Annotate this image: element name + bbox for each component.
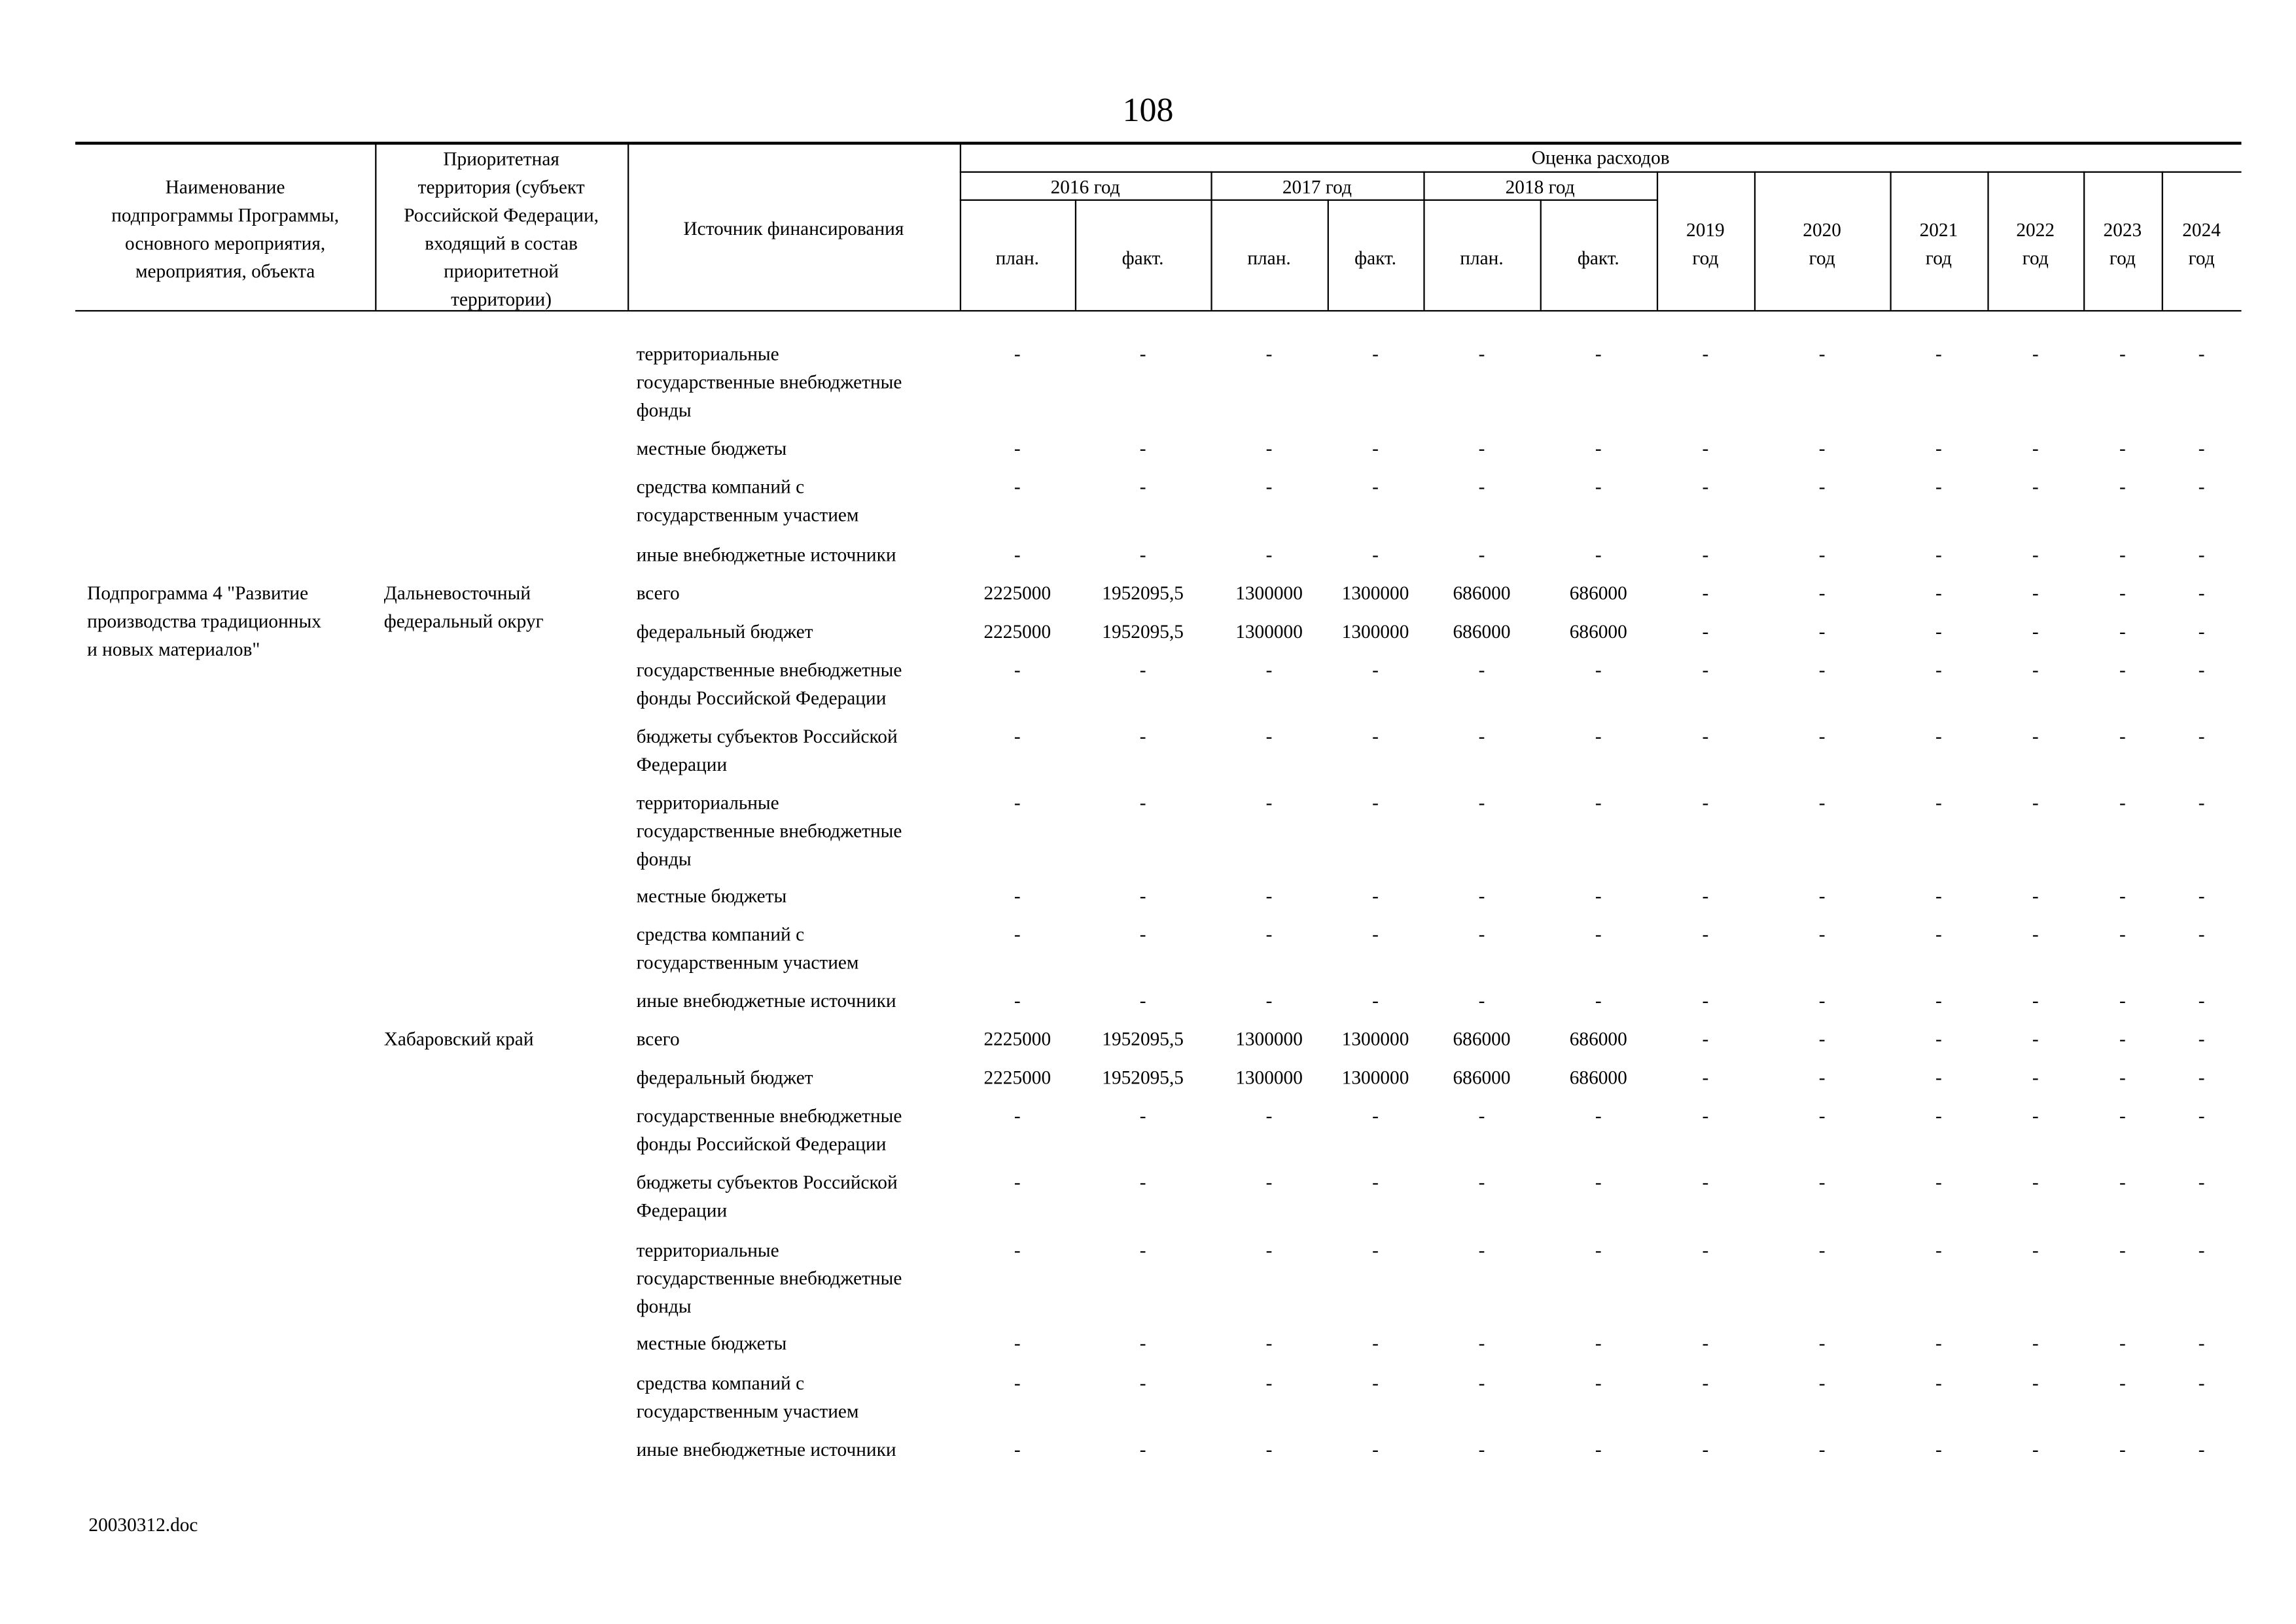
empty-value: - bbox=[1935, 1239, 1942, 1262]
header-year: 2023 год bbox=[2103, 218, 2142, 269]
empty-value: - bbox=[1139, 436, 1146, 459]
empty-value: - bbox=[1265, 1438, 1273, 1460]
territory-name: Хабаровский край bbox=[383, 1027, 534, 1050]
empty-value: - bbox=[2119, 436, 2126, 459]
empty-value: - bbox=[2198, 543, 2205, 566]
empty-value: - bbox=[1818, 620, 1826, 643]
empty-value: - bbox=[1478, 543, 1485, 566]
empty-value: - bbox=[1139, 475, 1146, 498]
header-year: 2020 год bbox=[1803, 218, 1841, 269]
funding-source: бюджеты субъектов Российской Федерации bbox=[636, 724, 898, 775]
empty-value: - bbox=[2032, 342, 2039, 365]
empty-value: - bbox=[2198, 1438, 2205, 1460]
empty-value: - bbox=[2198, 923, 2205, 945]
empty-value: - bbox=[1478, 1438, 1485, 1460]
empty-value: - bbox=[1265, 923, 1273, 945]
empty-value: - bbox=[1702, 475, 1709, 498]
empty-value: - bbox=[1702, 1371, 1709, 1394]
empty-value: - bbox=[1935, 884, 1942, 907]
empty-value: - bbox=[1595, 884, 1602, 907]
funding-source: местные бюджеты bbox=[636, 1332, 787, 1354]
empty-value: - bbox=[2119, 1332, 2126, 1354]
amount-value: 1300000 bbox=[1235, 1027, 1303, 1050]
empty-value: - bbox=[2198, 791, 2205, 814]
empty-value: - bbox=[1265, 543, 1273, 566]
empty-value: - bbox=[1818, 1066, 1826, 1089]
empty-value: - bbox=[1595, 989, 1602, 1012]
empty-value: - bbox=[2119, 724, 2126, 747]
header-fact: факт. bbox=[1577, 246, 1619, 269]
empty-value: - bbox=[1818, 582, 1826, 604]
empty-value: - bbox=[2032, 1438, 2039, 1460]
header-estimate: Оценка расходов bbox=[1531, 146, 1670, 169]
funding-source: местные бюджеты bbox=[636, 436, 787, 459]
funding-source: федеральный бюджет bbox=[636, 620, 813, 643]
empty-value: - bbox=[2119, 923, 2126, 945]
empty-value: - bbox=[1818, 658, 1826, 681]
empty-value: - bbox=[2119, 1438, 2126, 1460]
empty-value: - bbox=[1818, 1027, 1826, 1050]
empty-value: - bbox=[1265, 1104, 1273, 1127]
empty-value: - bbox=[2198, 1171, 2205, 1193]
empty-value: - bbox=[2032, 989, 2039, 1012]
empty-value: - bbox=[1372, 791, 1379, 814]
empty-value: - bbox=[1139, 724, 1146, 747]
empty-value: - bbox=[1014, 1332, 1021, 1354]
empty-value: - bbox=[2119, 475, 2126, 498]
empty-value: - bbox=[2119, 1171, 2126, 1193]
empty-value: - bbox=[1372, 884, 1379, 907]
empty-value: - bbox=[1702, 989, 1709, 1012]
funding-source: средства компаний с государственным участием bbox=[636, 1371, 859, 1422]
empty-value: - bbox=[1139, 342, 1146, 365]
amount-value: 1300000 bbox=[1235, 1066, 1303, 1089]
empty-value: - bbox=[1478, 1371, 1485, 1394]
empty-value: - bbox=[2119, 1371, 2126, 1394]
empty-value: - bbox=[1478, 884, 1485, 907]
amount-value: 686000 bbox=[1569, 1027, 1627, 1050]
empty-value: - bbox=[1014, 1239, 1021, 1262]
empty-value: - bbox=[1265, 724, 1273, 747]
amount-value: 1952095,5 bbox=[1102, 620, 1184, 643]
empty-value: - bbox=[1702, 1332, 1709, 1354]
empty-value: - bbox=[1595, 724, 1602, 747]
empty-value: - bbox=[1702, 884, 1709, 907]
empty-value: - bbox=[1935, 1438, 1942, 1460]
empty-value: - bbox=[2198, 620, 2205, 643]
empty-value: - bbox=[2032, 1104, 2039, 1127]
empty-value: - bbox=[1702, 791, 1709, 814]
empty-value: - bbox=[1372, 1332, 1379, 1354]
empty-value: - bbox=[1372, 1239, 1379, 1262]
empty-value: - bbox=[1818, 1438, 1826, 1460]
empty-value: - bbox=[2032, 1239, 2039, 1262]
empty-value: - bbox=[2032, 1027, 2039, 1050]
empty-value: - bbox=[1478, 1171, 1485, 1193]
empty-value: - bbox=[1372, 475, 1379, 498]
empty-value: - bbox=[1014, 791, 1021, 814]
empty-value: - bbox=[1265, 436, 1273, 459]
header-year: 2016 год bbox=[1050, 175, 1120, 198]
empty-value: - bbox=[1702, 923, 1709, 945]
empty-value: - bbox=[1818, 1104, 1826, 1127]
empty-value: - bbox=[1818, 791, 1826, 814]
empty-value: - bbox=[1014, 1371, 1021, 1394]
empty-value: - bbox=[1935, 342, 1942, 365]
empty-value: - bbox=[2198, 342, 2205, 365]
funding-source: всего bbox=[636, 582, 680, 604]
empty-value: - bbox=[1818, 1171, 1826, 1193]
funding-source: территориальные государственные внебюджетные фонды bbox=[636, 1239, 902, 1317]
empty-value: - bbox=[1014, 436, 1021, 459]
header-plan: план. bbox=[1460, 246, 1504, 269]
empty-value: - bbox=[2119, 620, 2126, 643]
funding-source: территориальные государственные внебюджетные фонды bbox=[636, 342, 902, 421]
empty-value: - bbox=[1595, 543, 1602, 566]
empty-value: - bbox=[2119, 582, 2126, 604]
header-plan: план. bbox=[995, 246, 1039, 269]
empty-value: - bbox=[1265, 989, 1273, 1012]
empty-value: - bbox=[2032, 658, 2039, 681]
empty-value: - bbox=[2119, 658, 2126, 681]
funding-source: иные внебюджетные источники bbox=[636, 1438, 896, 1460]
empty-value: - bbox=[1818, 543, 1826, 566]
empty-value: - bbox=[1014, 658, 1021, 681]
empty-value: - bbox=[1935, 582, 1942, 604]
empty-value: - bbox=[1935, 1332, 1942, 1354]
empty-value: - bbox=[1702, 436, 1709, 459]
empty-value: - bbox=[1935, 1171, 1942, 1193]
empty-value: - bbox=[1702, 1171, 1709, 1193]
empty-value: - bbox=[1935, 1066, 1942, 1089]
empty-value: - bbox=[1265, 1332, 1273, 1354]
empty-value: - bbox=[1014, 1104, 1021, 1127]
empty-value: - bbox=[1935, 1027, 1942, 1050]
empty-value: - bbox=[1935, 1104, 1942, 1127]
empty-value: - bbox=[1478, 342, 1485, 365]
empty-value: - bbox=[1702, 342, 1709, 365]
amount-value: 686000 bbox=[1453, 1027, 1511, 1050]
empty-value: - bbox=[2032, 724, 2039, 747]
empty-value: - bbox=[1014, 475, 1021, 498]
empty-value: - bbox=[1818, 1332, 1826, 1354]
empty-value: - bbox=[1595, 1104, 1602, 1127]
empty-value: - bbox=[1014, 342, 1021, 365]
empty-value: - bbox=[1372, 989, 1379, 1012]
empty-value: - bbox=[2119, 1104, 2126, 1127]
amount-value: 686000 bbox=[1453, 620, 1511, 643]
empty-value: - bbox=[1372, 1104, 1379, 1127]
empty-value: - bbox=[2198, 884, 2205, 907]
amount-value: 1300000 bbox=[1341, 1066, 1409, 1089]
amount-value: 686000 bbox=[1453, 1066, 1511, 1089]
empty-value: - bbox=[1139, 1239, 1146, 1262]
amount-value: 686000 bbox=[1453, 582, 1511, 604]
empty-value: - bbox=[1139, 1171, 1146, 1193]
empty-value: - bbox=[2032, 1171, 2039, 1193]
empty-value: - bbox=[1372, 543, 1379, 566]
empty-value: - bbox=[1702, 1239, 1709, 1262]
empty-value: - bbox=[1478, 923, 1485, 945]
amount-value: 2225000 bbox=[983, 582, 1051, 604]
empty-value: - bbox=[1372, 1371, 1379, 1394]
funding-source: территориальные государственные внебюджетные фонды bbox=[636, 791, 902, 870]
empty-value: - bbox=[1935, 543, 1942, 566]
empty-value: - bbox=[1702, 1104, 1709, 1127]
empty-value: - bbox=[2119, 1027, 2126, 1050]
empty-value: - bbox=[2198, 989, 2205, 1012]
empty-value: - bbox=[1372, 1438, 1379, 1460]
empty-value: - bbox=[1014, 1438, 1021, 1460]
empty-value: - bbox=[2198, 658, 2205, 681]
empty-value: - bbox=[1139, 1332, 1146, 1354]
header-plan: план. bbox=[1247, 246, 1291, 269]
empty-value: - bbox=[1139, 791, 1146, 814]
amount-value: 2225000 bbox=[983, 1066, 1051, 1089]
empty-value: - bbox=[1265, 1239, 1273, 1262]
empty-value: - bbox=[2032, 1332, 2039, 1354]
empty-value: - bbox=[1595, 791, 1602, 814]
empty-value: - bbox=[1595, 923, 1602, 945]
header-fact: факт. bbox=[1354, 246, 1396, 269]
empty-value: - bbox=[2119, 342, 2126, 365]
amount-value: 1300000 bbox=[1341, 582, 1409, 604]
empty-value: - bbox=[2198, 1104, 2205, 1127]
empty-value: - bbox=[2119, 989, 2126, 1012]
empty-value: - bbox=[1935, 791, 1942, 814]
header-source-column: Источник финансирования bbox=[683, 217, 904, 239]
empty-value: - bbox=[1014, 884, 1021, 907]
amount-value: 686000 bbox=[1569, 582, 1627, 604]
empty-value: - bbox=[2119, 791, 2126, 814]
empty-value: - bbox=[2119, 884, 2126, 907]
empty-value: - bbox=[2119, 543, 2126, 566]
empty-value: - bbox=[2198, 1066, 2205, 1089]
empty-value: - bbox=[1478, 989, 1485, 1012]
empty-value: - bbox=[2198, 1332, 2205, 1354]
empty-value: - bbox=[1702, 1438, 1709, 1460]
amount-value: 1952095,5 bbox=[1102, 582, 1184, 604]
empty-value: - bbox=[1702, 1027, 1709, 1050]
funding-source: иные внебюджетные источники bbox=[636, 543, 896, 566]
empty-value: - bbox=[1139, 1371, 1146, 1394]
header-fact: факт. bbox=[1122, 246, 1164, 269]
empty-value: - bbox=[2198, 436, 2205, 459]
empty-value: - bbox=[1702, 658, 1709, 681]
header-year: 2019 год bbox=[1686, 218, 1725, 269]
empty-value: - bbox=[1702, 724, 1709, 747]
empty-value: - bbox=[1818, 989, 1826, 1012]
empty-value: - bbox=[2198, 1371, 2205, 1394]
funding-source: федеральный бюджет bbox=[636, 1066, 813, 1089]
amount-value: 2225000 bbox=[983, 1027, 1051, 1050]
amount-value: 1300000 bbox=[1341, 1027, 1409, 1050]
header-year: 2021 год bbox=[1919, 218, 1958, 269]
empty-value: - bbox=[2119, 1239, 2126, 1262]
empty-value: - bbox=[2119, 1066, 2126, 1089]
funding-source: местные бюджеты bbox=[636, 884, 787, 907]
empty-value: - bbox=[1478, 1239, 1485, 1262]
empty-value: - bbox=[1372, 1171, 1379, 1193]
header-name-column: Наименование подпрограммы Программы, основного мероприятия, мероприятия, объекта bbox=[111, 175, 340, 283]
empty-value: - bbox=[1372, 724, 1379, 747]
empty-value: - bbox=[1702, 620, 1709, 643]
empty-value: - bbox=[2032, 582, 2039, 604]
empty-value: - bbox=[1014, 1171, 1021, 1193]
page-number: 108 bbox=[1122, 91, 1174, 129]
empty-value: - bbox=[1595, 342, 1602, 365]
empty-value: - bbox=[2032, 884, 2039, 907]
empty-value: - bbox=[1014, 923, 1021, 945]
amount-value: 1300000 bbox=[1235, 620, 1303, 643]
empty-value: - bbox=[1935, 620, 1942, 643]
empty-value: - bbox=[2198, 582, 2205, 604]
empty-value: - bbox=[1139, 989, 1146, 1012]
header-year: 2022 год bbox=[2016, 218, 2055, 269]
empty-value: - bbox=[1014, 989, 1021, 1012]
empty-value: - bbox=[2032, 436, 2039, 459]
empty-value: - bbox=[1139, 923, 1146, 945]
empty-value: - bbox=[1478, 791, 1485, 814]
empty-value: - bbox=[1818, 923, 1826, 945]
empty-value: - bbox=[1935, 923, 1942, 945]
empty-value: - bbox=[1935, 1371, 1942, 1394]
header-year: 2024 год bbox=[2182, 218, 2221, 269]
empty-value: - bbox=[1818, 1239, 1826, 1262]
funding-source: средства компаний с государственным участием bbox=[636, 475, 859, 526]
empty-value: - bbox=[1595, 1239, 1602, 1262]
amount-value: 686000 bbox=[1569, 1066, 1627, 1089]
empty-value: - bbox=[1265, 1371, 1273, 1394]
empty-value: - bbox=[1702, 1066, 1709, 1089]
empty-value: - bbox=[1139, 1438, 1146, 1460]
empty-value: - bbox=[1139, 543, 1146, 566]
empty-value: - bbox=[1139, 658, 1146, 681]
empty-value: - bbox=[1014, 724, 1021, 747]
empty-value: - bbox=[1595, 1171, 1602, 1193]
empty-value: - bbox=[1702, 582, 1709, 604]
header-year: 2018 год bbox=[1505, 175, 1575, 198]
empty-value: - bbox=[1935, 475, 1942, 498]
empty-value: - bbox=[1478, 475, 1485, 498]
empty-value: - bbox=[1935, 989, 1942, 1012]
empty-value: - bbox=[1372, 342, 1379, 365]
empty-value: - bbox=[1478, 658, 1485, 681]
amount-value: 1300000 bbox=[1341, 620, 1409, 643]
empty-value: - bbox=[1935, 724, 1942, 747]
empty-value: - bbox=[1935, 436, 1942, 459]
empty-value: - bbox=[2198, 475, 2205, 498]
empty-value: - bbox=[1265, 342, 1273, 365]
funding-source: бюджеты субъектов Российской Федерации bbox=[636, 1171, 898, 1222]
empty-value: - bbox=[1265, 1171, 1273, 1193]
empty-value: - bbox=[1478, 1104, 1485, 1127]
empty-value: - bbox=[2032, 1371, 2039, 1394]
empty-value: - bbox=[1265, 658, 1273, 681]
empty-value: - bbox=[2032, 1066, 2039, 1089]
funding-source: иные внебюджетные источники bbox=[636, 989, 896, 1012]
empty-value: - bbox=[1595, 1438, 1602, 1460]
funding-source: государственные внебюджетные фонды Российской Федерации bbox=[636, 1104, 902, 1155]
empty-value: - bbox=[1139, 1104, 1146, 1127]
empty-value: - bbox=[1818, 342, 1826, 365]
document-filename: 20030312.doc bbox=[88, 1513, 198, 1536]
funding-source: государственные внебюджетные фонды Российской Федерации bbox=[636, 658, 902, 709]
header-territory-column: Приоритетная территория (субъект Российской Федерации, входящий в состав приоритетной территории) bbox=[404, 147, 599, 310]
empty-value: - bbox=[1818, 724, 1826, 747]
amount-value: 1300000 bbox=[1235, 582, 1303, 604]
empty-value: - bbox=[1372, 658, 1379, 681]
funding-source: средства компаний с государственным участием bbox=[636, 923, 859, 974]
empty-value: - bbox=[2032, 620, 2039, 643]
empty-value: - bbox=[1478, 436, 1485, 459]
empty-value: - bbox=[2198, 1239, 2205, 1262]
empty-value: - bbox=[1595, 1332, 1602, 1354]
empty-value: - bbox=[1702, 543, 1709, 566]
empty-value: - bbox=[1478, 1332, 1485, 1354]
empty-value: - bbox=[1014, 543, 1021, 566]
empty-value: - bbox=[1139, 884, 1146, 907]
empty-value: - bbox=[1818, 436, 1826, 459]
empty-value: - bbox=[1818, 1371, 1826, 1394]
empty-value: - bbox=[1818, 884, 1826, 907]
amount-value: 1952095,5 bbox=[1102, 1027, 1184, 1050]
funding-source: всего bbox=[636, 1027, 680, 1050]
amount-value: 2225000 bbox=[983, 620, 1051, 643]
empty-value: - bbox=[1595, 1371, 1602, 1394]
program-name: Подпрограмма 4 "Развитие производства традиционных и новых материалов" bbox=[87, 582, 321, 660]
empty-value: - bbox=[2198, 724, 2205, 747]
empty-value: - bbox=[2198, 1027, 2205, 1050]
empty-value: - bbox=[1372, 436, 1379, 459]
empty-value: - bbox=[1265, 791, 1273, 814]
empty-value: - bbox=[2032, 923, 2039, 945]
amount-value: 1952095,5 bbox=[1102, 1066, 1184, 1089]
empty-value: - bbox=[1478, 724, 1485, 747]
empty-value: - bbox=[1265, 475, 1273, 498]
empty-value: - bbox=[1935, 658, 1942, 681]
empty-value: - bbox=[2032, 543, 2039, 566]
empty-value: - bbox=[1595, 658, 1602, 681]
empty-value: - bbox=[1595, 436, 1602, 459]
empty-value: - bbox=[1818, 475, 1826, 498]
empty-value: - bbox=[1265, 884, 1273, 907]
amount-value: 686000 bbox=[1569, 620, 1627, 643]
header-year: 2017 год bbox=[1282, 175, 1352, 198]
empty-value: - bbox=[2032, 475, 2039, 498]
territory-name: Дальневосточный федеральный округ bbox=[383, 582, 544, 632]
empty-value: - bbox=[1372, 923, 1379, 945]
empty-value: - bbox=[1595, 475, 1602, 498]
empty-value: - bbox=[2032, 791, 2039, 814]
